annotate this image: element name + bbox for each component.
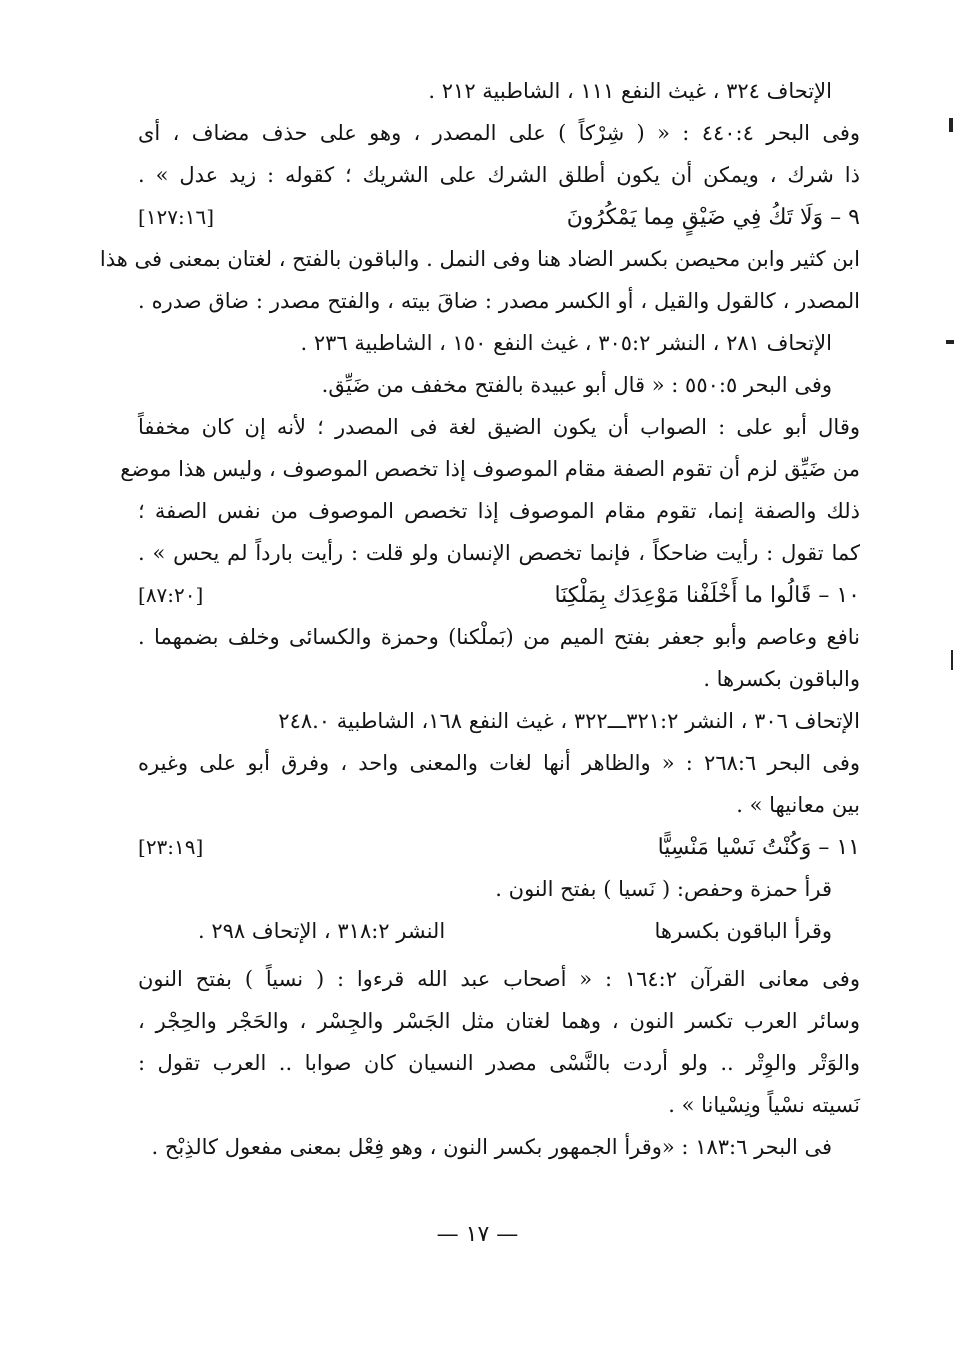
- verse-line: [138, 826, 860, 868]
- page-body: [99, 70, 861, 1168]
- text-line: والوَتْر والوِتْر .. ولو أردت بالنَّسْى مصدر النسيان كان صوابا .. العرب تقول :: [138, 1051, 860, 1075]
- text-line: ذا شرك ، ويمكن أن يكون أطلق الشرك على الشريك ؛ كقوله : زيد عدل » .: [138, 163, 860, 187]
- text-line: كما تقول : رأيت ضاحكاً ، فإنما تخصص الإنسان ولو قلت : رأيت بارداً لم يحس » .: [138, 541, 860, 565]
- text-line: والباقون بكسرها .: [703, 667, 860, 691]
- text-line: الإتحاف ٣٠٦ ، النشر ٣٢١:٢ـــ٣٢٢ ، غيث النفع ١٦٨، الشاطبية ٢٤٨.٠: [278, 709, 860, 733]
- page-number: — ١٧ —: [436, 1222, 519, 1247]
- text-line: وسائر العرب تكسر النون ، وهما لغتان مثل الجَسْر والجِسْر ، والحَجْر والحِجْر ،: [138, 1009, 860, 1033]
- verse-reference: [١٢٧:١٦]: [138, 205, 215, 229]
- text-line: الإتحاف ٢٨١ ، النشر ٣٠٥:٢ ، غيث النفع ١٥٠ ، الشاطبية ٢٣٦ .: [300, 331, 832, 355]
- text-line: الإتحاف ٣٢٤ ، غيث النفع ١١١ ، الشاطبية ٢١٢ .: [428, 79, 832, 103]
- text-line: نَسيته نسْياً ونِسْيانا » .: [668, 1093, 860, 1117]
- margin-mark: [946, 340, 954, 344]
- split-line: [138, 910, 860, 952]
- text-line: وفى معانى القرآن ١٦٤:٢ : « أصحاب عبد الله قرءوا : ( نسياً ) بفتح النون: [138, 967, 860, 991]
- text-line: وفى البحر ٢٦٨:٦ : « والظاهر أنها لغات والمعنى واحد ، وفرق أبو على وغيره: [138, 751, 861, 775]
- verse-line: [138, 574, 860, 616]
- margin-mark: [951, 650, 953, 670]
- text-line: ذلك والصفة إنما، تقوم مقام الموصوف إذا تخصص الموصوف من نفس الصفة ؛: [138, 499, 860, 523]
- verse-reference: [٢٣:١٩]: [138, 835, 204, 859]
- split-right: وقرأ الباقون بكسرها: [654, 919, 832, 943]
- text-line: وفى البحر ٤٤٠:٤ : « ( شِرْكاً ) على المصدر ، وهو على حذف مضاف ، أى: [138, 121, 861, 145]
- text-line: فى البحر ١٨٣:٦ : «وقرأ الجمهور بكسر النون ، وهو فِعْل بمعنى مفعول كالذِبْح .: [151, 1135, 832, 1159]
- text-line: نافع وعاصم وأبو جعفر بفتح الميم من (بَملْكنا) وحمزة والكسائى وخلف بضمهما .: [138, 625, 860, 649]
- verse-text: ٩ – وَلَا تَكُ فِي ضَيْقٍ مِما يَمْكُرُونَ: [566, 205, 860, 230]
- verse-text: ١٠ – قَالُوا ما أَخْلَفْنا مَوْعِدَك بِمَلْكِنَا: [554, 583, 860, 608]
- text-line: من ضَيِّق لزم أن تقوم الصفة مقام الموصوف إذا تخصص الموصوف ، وليس هذا موضع: [120, 457, 860, 481]
- text-line: المصدر ، كالقول والقيل ، أو الكسر مصدر : ضاقَ بيته ، والفتح مصدر : ضاق صدره .: [138, 289, 860, 313]
- text-line: قرأ حمزة وحفص: ( نَسيا ) بفتح النون .: [495, 877, 832, 901]
- text-line: وفى البحر ٥٥٠:٥ : « قال أبو عبيدة بالفتح مخفف من ضَيِّق.: [321, 373, 832, 397]
- margin-mark: [949, 118, 953, 132]
- split-left: النشر ٣١٨:٢ ، الإتحاف ٢٩٨ .: [198, 919, 446, 943]
- text-line: ابن كثير وابن محيصن بكسر الضاد هنا وفى النمل . والباقون بالفتح ، لغتان بمعنى فى هذا: [99, 247, 860, 271]
- verse-text: ١١ – وَكُنْتُ نَسْيا مَنْسِيًّا: [657, 835, 860, 860]
- verse-line: [138, 196, 860, 238]
- text-line: بين معانيها » .: [736, 793, 860, 817]
- text-line: وقال أبو على : الصواب أن يكون الضيق لغة فى المصدر ؛ لأنه إن كان مخففاً: [138, 415, 860, 439]
- verse-reference: [٨٧:٢٠]: [138, 583, 204, 607]
